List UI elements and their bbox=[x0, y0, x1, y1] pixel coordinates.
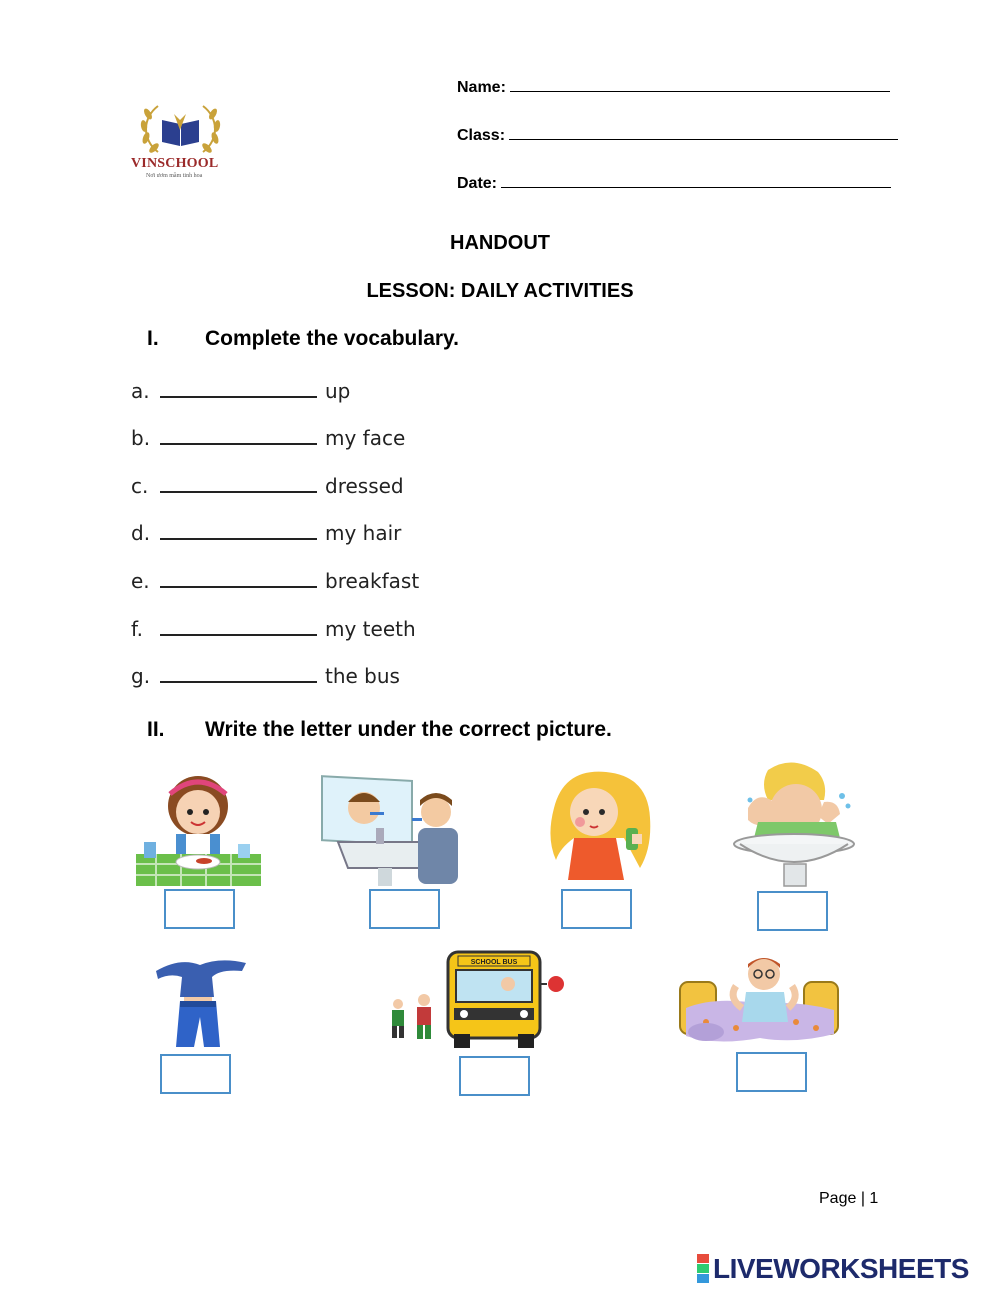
answer-box-1[interactable] bbox=[164, 889, 235, 929]
vocab-letter: c. bbox=[131, 474, 149, 498]
answer-box-3[interactable] bbox=[561, 889, 632, 929]
lesson-title: LESSON: DAILY ACTIVITIES bbox=[366, 280, 634, 302]
page-title: HANDOUT bbox=[450, 232, 550, 254]
vocab-blank[interactable] bbox=[160, 473, 317, 493]
vocab-text: up bbox=[325, 379, 351, 403]
vocab-item-f bbox=[131, 616, 416, 641]
vocab-blank[interactable] bbox=[160, 663, 317, 683]
boy-washing-face-icon bbox=[728, 760, 860, 888]
girl-combing-hair-icon bbox=[544, 768, 659, 886]
boy-getting-dressed-icon bbox=[150, 957, 250, 1049]
answer-box-6[interactable] bbox=[459, 1056, 530, 1096]
name-label: Name: bbox=[457, 79, 506, 96]
date-field[interactable] bbox=[457, 171, 891, 193]
page-number: Page | 1 bbox=[819, 1190, 879, 1207]
vocab-letter: e. bbox=[131, 569, 150, 593]
vocab-item-g bbox=[131, 663, 400, 688]
vocab-item-c bbox=[131, 473, 404, 498]
brand-name: LIVEWORKSHEETS bbox=[713, 1253, 969, 1284]
vocab-item-d bbox=[131, 520, 401, 545]
vocab-text: the bus bbox=[325, 664, 400, 688]
section-1-number: I. bbox=[147, 327, 159, 350]
answer-box-5[interactable] bbox=[160, 1054, 231, 1094]
logo-tagline: Nơi ươm mầm tinh hoa bbox=[146, 173, 203, 179]
vocab-letter: d. bbox=[131, 521, 151, 545]
school-bus-icon bbox=[384, 948, 570, 1050]
brand-blocks-icon bbox=[697, 1254, 709, 1284]
class-label: Class: bbox=[457, 127, 506, 144]
vocab-text: breakfast bbox=[325, 569, 420, 593]
section-1-text: Complete the vocabulary. bbox=[205, 327, 460, 350]
vocab-text: my teeth bbox=[325, 617, 416, 641]
date-label: Date: bbox=[457, 175, 498, 192]
vocab-letter: g. bbox=[131, 664, 151, 688]
class-line[interactable] bbox=[509, 123, 898, 140]
vocab-blank[interactable] bbox=[160, 378, 317, 398]
vocab-blank[interactable] bbox=[160, 616, 317, 636]
section-1-heading bbox=[147, 327, 459, 351]
boy-getting-up-icon bbox=[676, 952, 842, 1048]
vocab-letter: b. bbox=[131, 426, 151, 450]
vocab-text: dressed bbox=[325, 474, 404, 498]
answer-box-2[interactable] bbox=[369, 889, 440, 929]
section-2-number: II. bbox=[147, 718, 165, 741]
vocab-blank[interactable] bbox=[160, 568, 317, 588]
class-field[interactable] bbox=[457, 123, 898, 145]
laurel-book-icon bbox=[128, 100, 233, 160]
name-field[interactable] bbox=[457, 75, 890, 97]
girl-eating-breakfast-icon bbox=[136, 772, 261, 886]
liveworksheets-brand[interactable] bbox=[697, 1253, 969, 1285]
vocab-blank[interactable] bbox=[160, 520, 317, 540]
vocab-text: my face bbox=[325, 426, 406, 450]
vocab-letter: f. bbox=[131, 617, 143, 641]
logo-name: VINSCHOOL bbox=[131, 156, 219, 171]
answer-box-4[interactable] bbox=[757, 891, 828, 931]
vocab-item-e bbox=[131, 568, 419, 593]
boy-brushing-teeth-icon bbox=[318, 772, 475, 888]
name-line[interactable] bbox=[510, 75, 890, 92]
answer-box-7[interactable] bbox=[736, 1052, 807, 1092]
vocab-item-a bbox=[131, 378, 350, 403]
bus-sign: SCHOOL BUS bbox=[470, 959, 518, 966]
vocab-blank[interactable] bbox=[160, 425, 317, 445]
date-line[interactable] bbox=[501, 171, 891, 188]
section-2-heading bbox=[147, 718, 612, 742]
vocab-text: my hair bbox=[325, 521, 402, 545]
vocab-item-b bbox=[131, 425, 405, 450]
section-2-text: Write the letter under the correct picture. bbox=[205, 718, 612, 741]
vocab-letter: a. bbox=[131, 379, 150, 403]
